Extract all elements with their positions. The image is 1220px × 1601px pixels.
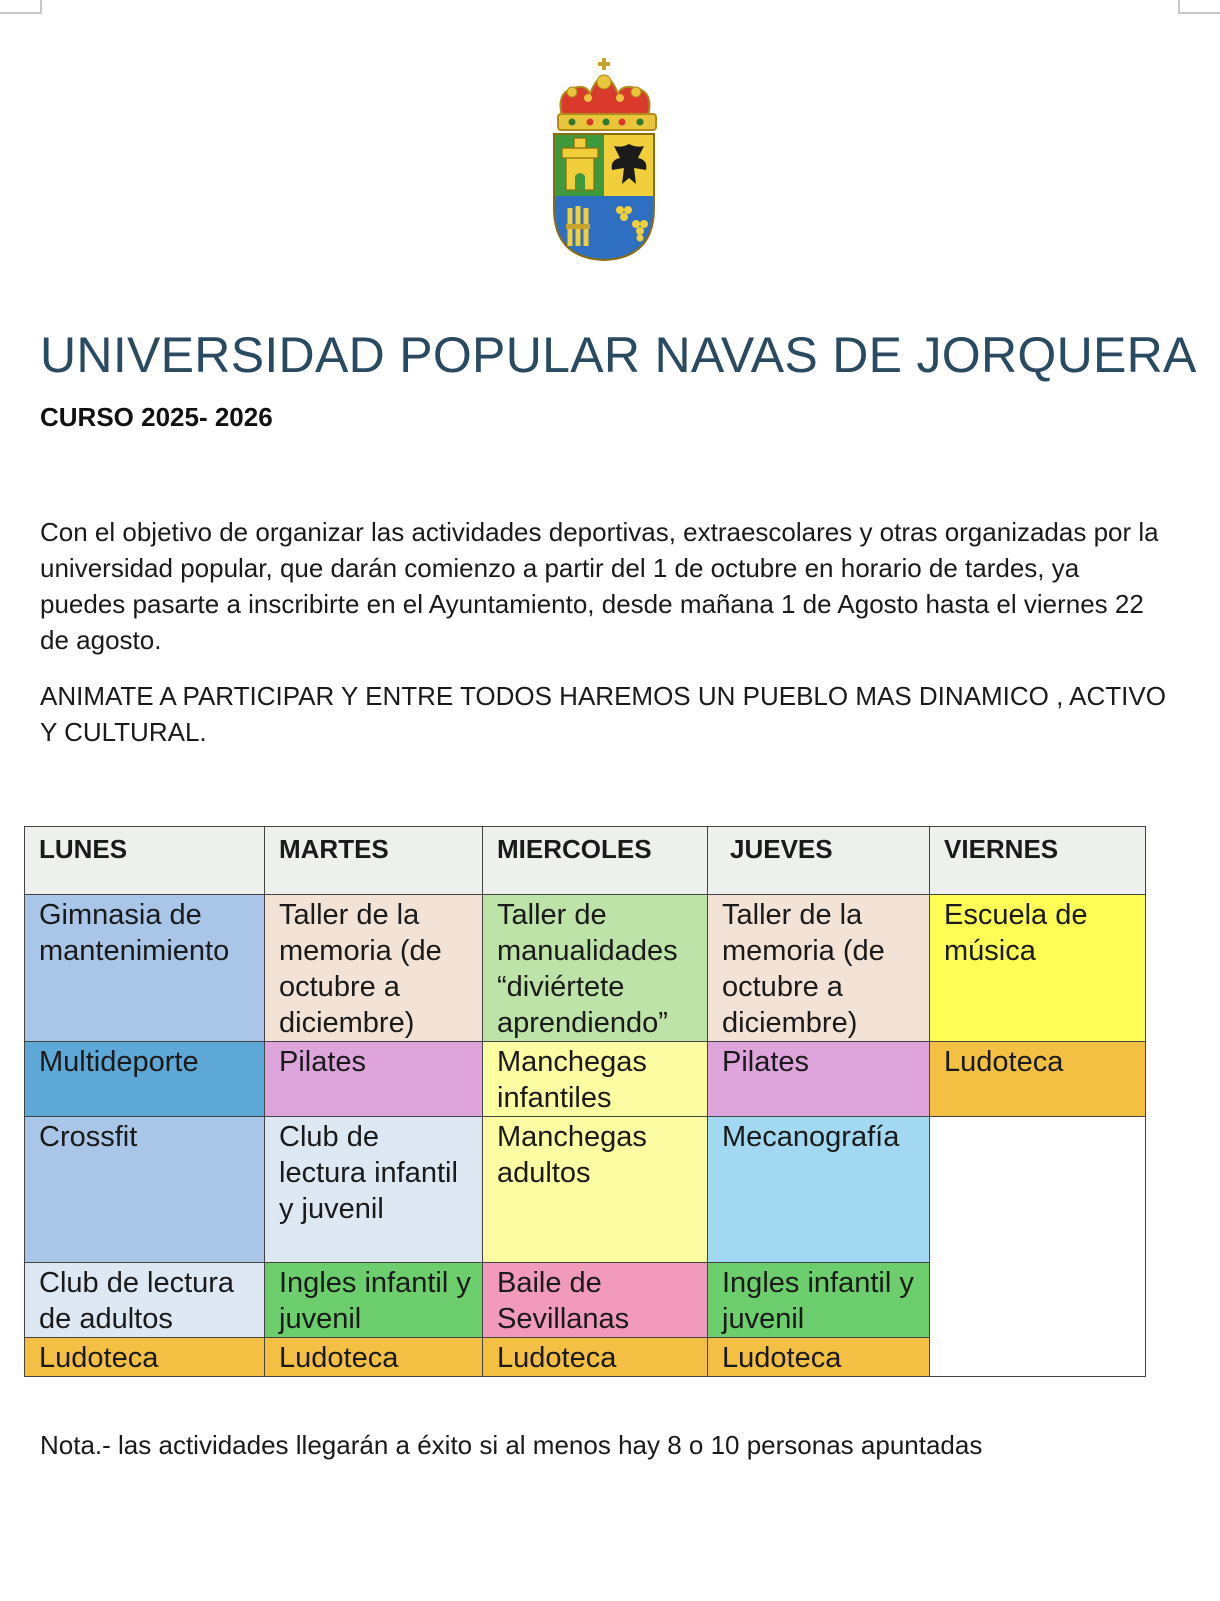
- day-header-miercoles: MIERCOLES: [483, 827, 708, 895]
- page-title: UNIVERSIDAD POPULAR NAVAS DE JORQUERA: [40, 327, 1197, 383]
- activity-cell: Ludoteca: [265, 1338, 483, 1377]
- day-header-martes: MARTES: [265, 827, 483, 895]
- day-header-viernes: VIERNES: [930, 827, 1146, 895]
- activity-cell: Crossfit: [25, 1117, 265, 1263]
- activity-cell: Escuela de música: [930, 895, 1146, 1042]
- footer-note: Nota.- las actividades llegarán a éxito si al menos hay 8 o 10 personas apuntadas: [40, 1430, 983, 1460]
- activity-cell: Manchegas adultos: [483, 1117, 708, 1263]
- schedule-header-row: [25, 827, 1146, 895]
- activity-cell: Baile de Sevillanas: [483, 1263, 708, 1338]
- activity-cell: Taller de la memoria (de octubre a diciembre): [708, 895, 930, 1042]
- call-to-action: ANIMATE A PARTICIPAR Y ENTRE TODOS HAREMOS UN PUEBLO MAS DINAMICO , ACTIVO Y CULTURAL.: [40, 681, 1166, 747]
- activity-cell: Ludoteca: [708, 1338, 930, 1377]
- activity-cell: Mecanografía: [708, 1117, 930, 1263]
- day-header-jueves: JUEVES: [708, 827, 930, 895]
- empty-cell: [930, 1117, 1146, 1377]
- page-corner-left: [0, 0, 42, 14]
- course-subtitle: CURSO 2025- 2026: [40, 402, 273, 432]
- coat-of-arms-icon: [550, 58, 670, 268]
- schedule-row: [25, 1042, 1146, 1117]
- activity-cell: Club de lectura de adultos: [25, 1263, 265, 1338]
- activity-cell: Multideporte: [25, 1042, 265, 1117]
- activity-cell: Ludoteca: [483, 1338, 708, 1377]
- schedule-row: [25, 895, 1146, 1042]
- intro-paragraph: Con el objetivo de organizar las actividades deportivas, extraescolares y otras organizadas por la universidad popular, que darán comienzo a partir del 1 de octubre en horario de tardes, ya puedes pasarte a inscribirte en el Ayuntamiento, desde mañana 1 de Agosto hasta el viernes 22 de agosto.: [40, 517, 1159, 655]
- activity-cell: Pilates: [708, 1042, 930, 1117]
- activity-cell: Ingles infantil y juvenil: [265, 1263, 483, 1338]
- activity-cell: Taller de manualidades “diviértete aprendiendo”: [483, 895, 708, 1042]
- activity-cell: Ludoteca: [25, 1338, 265, 1377]
- activity-cell: Ludoteca: [930, 1042, 1146, 1117]
- schedule-row: [25, 1117, 1146, 1263]
- activity-cell: Pilates: [265, 1042, 483, 1117]
- weekly-schedule-table: [24, 826, 1146, 1377]
- activity-cell: Ingles infantil y juvenil: [708, 1263, 930, 1338]
- day-header-lunes: LUNES: [25, 827, 265, 895]
- activity-cell: Club de lectura infantil y juvenil: [265, 1117, 483, 1263]
- page-corner-right: [1178, 0, 1220, 14]
- activity-cell: Manchegas infantiles: [483, 1042, 708, 1117]
- activity-cell: Gimnasia de mantenimiento: [25, 895, 265, 1042]
- activity-cell: Taller de la memoria (de octubre a diciembre): [265, 895, 483, 1042]
